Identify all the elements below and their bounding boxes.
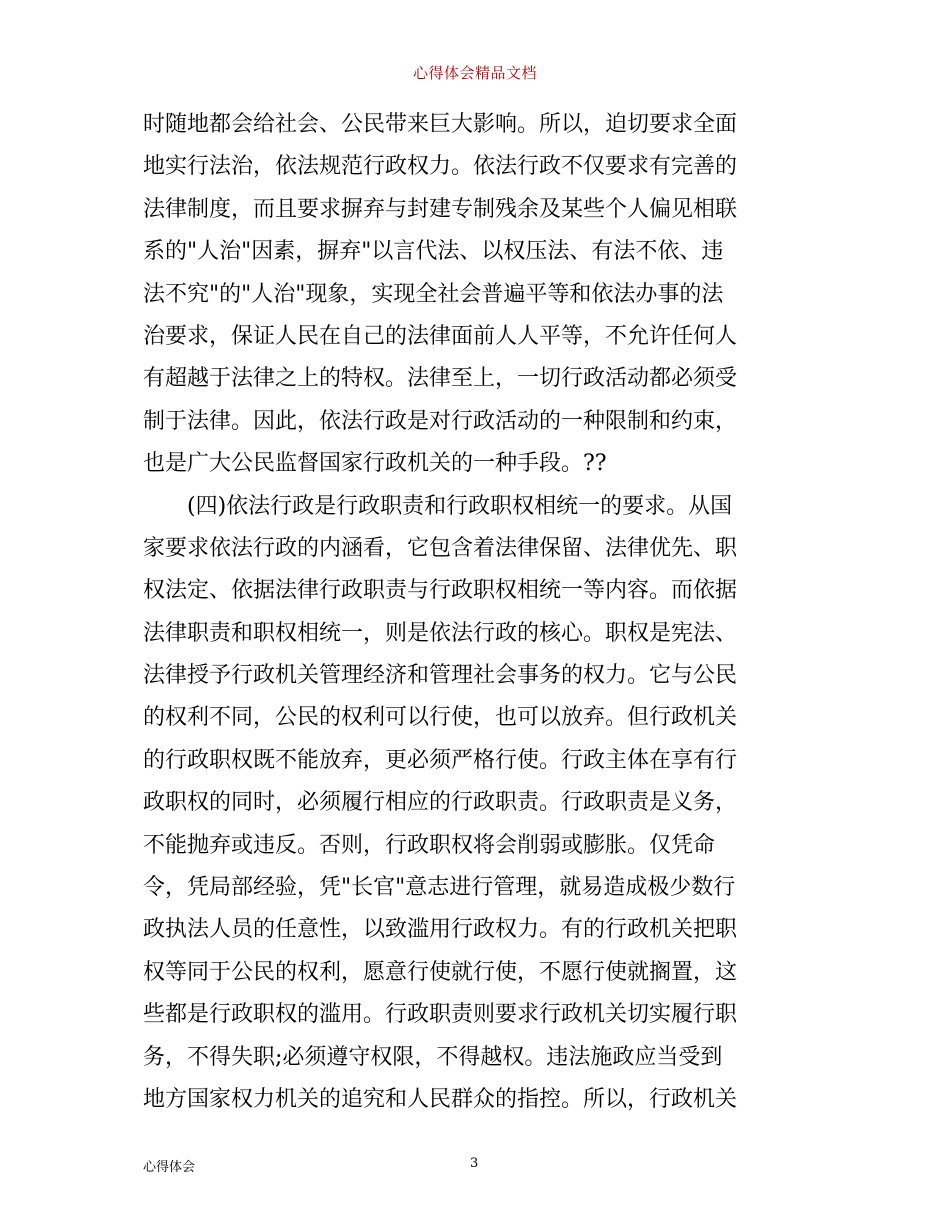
text-line: 的权利不同，公民的权利可以行使，也可以放弃。但行政机关 [143,705,738,731]
text-line: 法不究"的"人治"现象，实现全社会普遍平等和依法办事的法 [143,281,724,307]
text-line: 治要求，保证人民在自己的法律面前人人平等，不允许任何人 [143,323,738,349]
text-line: 些都是行政职权的滥用。行政职责则要求行政机关切实履行职 [143,1002,738,1028]
text-line: 政职权的同时，必须履行相应的行政职责。行政职责是义务， [143,790,738,816]
footer-label: 心得体会 [143,1160,196,1175]
text-line: 有超越于法律之上的特权。法律至上，一切行政活动都必须受 [143,366,738,392]
text-line: 法律授予行政机关管理经济和管理社会事务的权力。它与公民 [143,663,738,689]
text-line: 时随地都会给社会、公民带来巨大影响。所以，迫切要求全面 [143,112,738,137]
text-line: 不能抛弃或违反。否则，行政职权将会削弱或膨胀。仅凭命 [143,832,716,858]
text-line: 权等同于公民的权利，愿意行使就行使，不愿行使就搁置，这 [143,959,738,985]
page-header-title: 心得体会精品文档 [412,64,537,82]
text-line: 权法定、依据法律行政职责与行政职权相统一等内容。而依据 [143,578,738,604]
text-line: 务，不得失职;必须遵守权限，不得越权。违法施政应当受到 [143,1044,723,1070]
text-line: 法律职责和职权相统一，则是依法行政的核心。职权是宪法、 [143,620,738,646]
text-line: 也是广大公民监督国家行政机关的一种手段。?? [143,451,607,477]
document-body [143,104,815,1121]
text-line: 令，凭局部经验，凭"长官"意志进行管理，就易造成极少数行 [143,875,736,901]
text-line: 家要求依法行政的内涵看，它包含着法律保留、法律优先、职 [143,535,738,561]
text-line: 地方国家权力机关的追究和人民群众的指控。所以，行政机关 [143,1086,738,1112]
text-line: 系的"人治"因素，摒弃"以言代法、以权压法、有法不依、违 [143,239,724,265]
text-line: 的行政职权既不能放弃，更必须严格行使。行政主体在享有行 [143,747,738,773]
paragraph-start-line: (四)依法行政是行政职责和行政职权相统一的要求。从国 [187,493,733,519]
text-line: 地实行法治，依法规范行政权力。依法行政不仅要求有完善的 [143,154,738,180]
text-line: 制于法律。因此，依法行政是对行政活动的一种限制和约束， [143,408,738,434]
text-line: 法律制度，而且要求摒弃与封建专制残余及某些个人偏见相联 [143,196,738,222]
page-number: 3 [470,1156,479,1171]
text-line: 政执法人员的任意性，以致滥用行政权力。有的行政机关把职 [143,917,738,943]
